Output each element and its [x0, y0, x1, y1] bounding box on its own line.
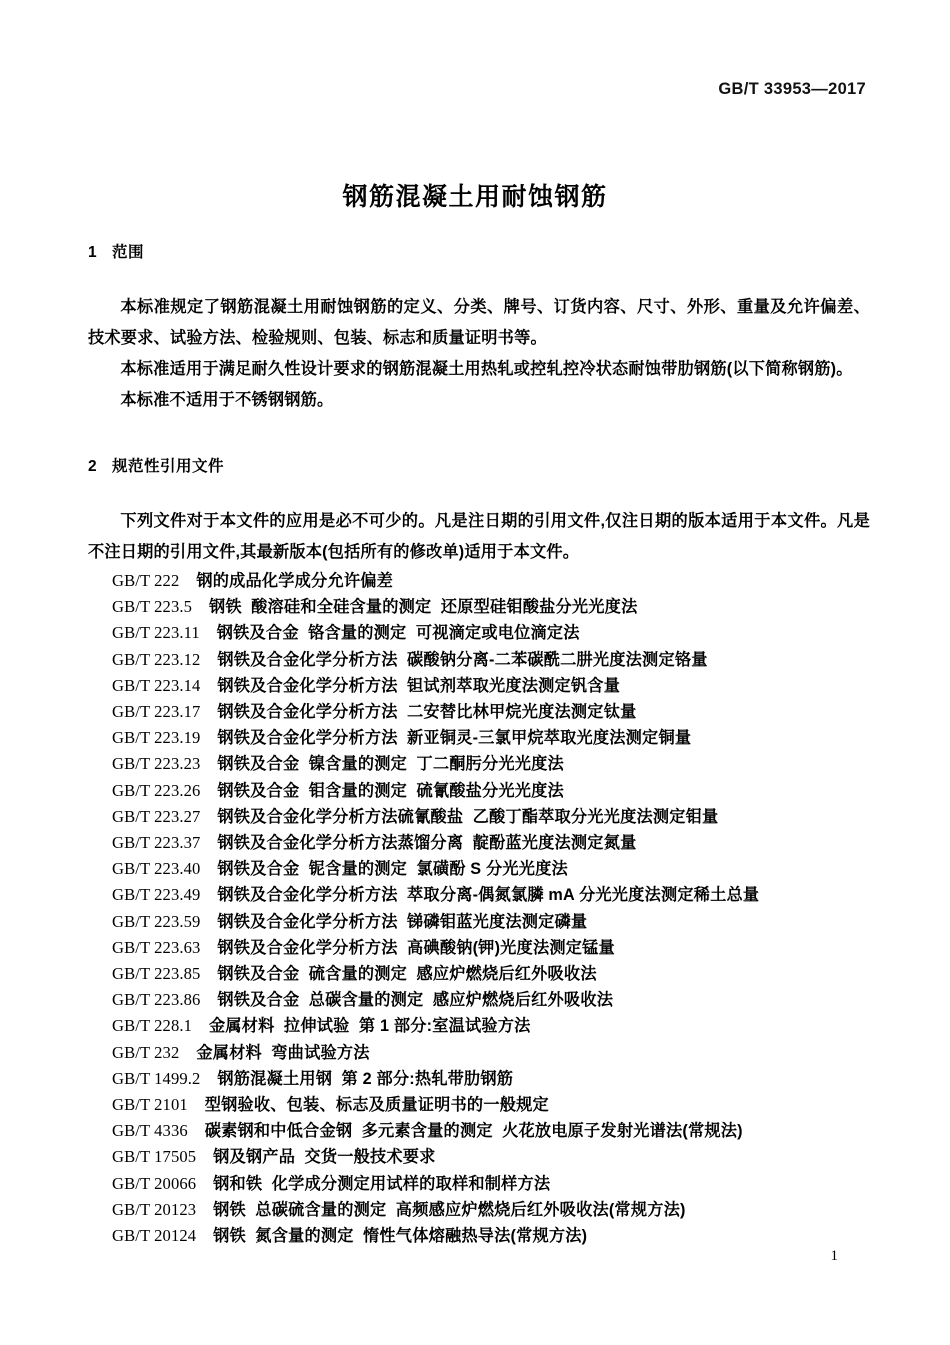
- reference-list-item: [112, 935, 870, 961]
- reference-list-item: [112, 1066, 870, 1092]
- reference-standard-code: GB/T 232: [112, 1042, 180, 1062]
- reference-standard-title: 型钢验收、包装、标志及质量证明书的一般规定: [204, 1096, 549, 1115]
- clause-title-2: 规范性引用文件: [112, 458, 225, 475]
- reference-standard-title: 金属材料 拉伸试验 第 1 部分:室温试验方法: [208, 1017, 531, 1036]
- spacer: [88, 476, 870, 506]
- spacer: [88, 262, 870, 292]
- reference-list-item: [112, 568, 870, 594]
- reference-list-item: [112, 1171, 870, 1197]
- reference-standard-title: 钢铁 酸溶硅和全硅含量的测定 还原型硅钼酸盐分光光度法: [208, 598, 638, 617]
- reference-list-item: [112, 1092, 870, 1118]
- reference-standard-code: GB/T 223.17: [112, 702, 201, 722]
- reference-standard-title: 钢及钢产品 交货一般技术要求: [213, 1148, 436, 1167]
- reference-standard-code: GB/T 1499.2: [112, 1068, 201, 1088]
- document-body: [88, 240, 870, 1249]
- reference-list-item: [112, 699, 870, 725]
- clause-1-paragraph-3: 本标准不适用于不锈钢钢筋。: [120, 391, 334, 409]
- reference-list-item: [112, 751, 870, 777]
- reference-standard-title: 钢铁及合金 硫含量的测定 感应炉燃烧后红外吸收法: [217, 965, 597, 984]
- clause-1-paragraph-2: 本标准适用于满足耐久性设计要求的钢筋混凝土用热轧或控轧控冷状态耐蚀带肋钢筋(以下简称钢筋)。: [120, 360, 853, 378]
- clause-title-1: 范围: [112, 244, 145, 261]
- reference-standard-title: 钢筋混凝土用钢 第 2 部分:热轧带肋钢筋: [217, 1069, 514, 1088]
- reference-standard-title: 钢铁及合金 铬含量的测定 可视滴定或电位滴定法: [216, 624, 580, 643]
- reference-standard-title: 钢铁 总碳硫含量的测定 高频感应炉燃烧后红外吸收法(常规方法): [213, 1200, 686, 1219]
- reference-list-item: [112, 987, 870, 1013]
- reference-standard-title: 钢铁及合金 钼含量的测定 硫氰酸盐分光光度法: [217, 781, 564, 800]
- reference-standard-code: GB/T 223.86: [112, 990, 201, 1010]
- reference-standard-code: GB/T 2101: [112, 1095, 188, 1115]
- reference-list-item: [112, 620, 870, 646]
- reference-list-item: [112, 1223, 870, 1249]
- reference-standard-title: 钢铁及合金化学分析方法 高碘酸钠(钾)光度法测定锰量: [217, 938, 615, 957]
- reference-standard-code: GB/T 223.59: [112, 911, 201, 931]
- reference-standard-code: GB/T 223.12: [112, 649, 201, 669]
- reference-standard-code: GB/T 228.1: [112, 1016, 192, 1036]
- reference-standard-title: 钢铁及合金化学分析方法 碳酸钠分离-二苯碳酰二肼光度法测定铬量: [217, 650, 708, 669]
- reference-standard-code: GB/T 4336: [112, 1121, 188, 1141]
- reference-list-item: [112, 1197, 870, 1223]
- reference-standard-title: 钢铁及合金化学分析方法 新亚铜灵-三氯甲烷萃取光度法测定铜量: [217, 729, 692, 748]
- reference-standard-code: GB/T 223.49: [112, 885, 201, 905]
- reference-standard-code: GB/T 20066: [112, 1173, 197, 1193]
- reference-standard-code: GB/T 20124: [112, 1226, 197, 1246]
- clause-number-1: 1: [88, 244, 98, 261]
- reference-standard-code: GB/T 223.5: [112, 597, 192, 617]
- reference-standard-title: 钢铁及合金化学分析方法 二安替比林甲烷光度法测定钛量: [217, 703, 637, 722]
- reference-standard-code: GB/T 20123: [112, 1199, 197, 1219]
- reference-standard-code: GB/T 17505: [112, 1147, 197, 1167]
- reference-standard-code: GB/T 223.40: [112, 859, 201, 879]
- reference-standard-title: 钢铁及合金 镍含量的测定 丁二酮肟分光光度法: [217, 755, 564, 774]
- reference-standard-code: GB/T 223.63: [112, 937, 201, 957]
- reference-standard-code: GB/T 223.19: [112, 728, 201, 748]
- reference-list-item: [112, 1118, 870, 1144]
- reference-standard-title: 钢铁及合金化学分析方法蒸馏分离 靛酚蓝光度法测定氮量: [217, 834, 637, 853]
- reference-list-item: [112, 647, 870, 673]
- reference-list-item: [112, 673, 870, 699]
- reference-standard-code: GB/T 223.26: [112, 780, 201, 800]
- footer-page-number: 1: [830, 1248, 838, 1264]
- reference-list-item: [112, 1144, 870, 1170]
- reference-standard-title: 钢铁 氮含量的测定 惰性气体熔融热导法(常规方法): [213, 1227, 588, 1246]
- page-title: 钢筋混凝土用耐蚀钢筋: [342, 182, 608, 211]
- reference-standard-code: GB/T 223.85: [112, 964, 201, 984]
- reference-list-item: [112, 1040, 870, 1066]
- reference-list-item: [112, 961, 870, 987]
- reference-standard-code: GB/T 223.23: [112, 754, 201, 774]
- reference-standard-code: GB/T 222: [112, 571, 180, 590]
- clause-1-paragraph-1: 本标准规定了钢筋混凝土用耐蚀钢筋的定义、分类、牌号、订货内容、尺寸、外形、重量及允许偏差、技术要求、试验方法、检验规则、包装、标志和质量证明书等。: [88, 298, 870, 347]
- reference-standard-title: 钢的成品化学成分允许偏差: [196, 572, 393, 590]
- reference-list-item: [112, 725, 870, 751]
- reference-list-item: [112, 594, 870, 620]
- reference-standard-title: 钢铁及合金 总碳含量的测定 感应炉燃烧后红外吸收法: [217, 991, 614, 1010]
- reference-standard-code: GB/T 223.11: [112, 623, 200, 643]
- reference-standard-title: 钢铁及合金化学分析方法 萃取分离-偶氮氯膦 mA 分光光度法测定稀土总量: [217, 886, 760, 905]
- normative-reference-list: [88, 568, 870, 1249]
- clause-heading-1: [88, 240, 870, 262]
- clause-number-2: 2: [88, 458, 98, 475]
- reference-list-item: [112, 830, 870, 856]
- reference-standard-code: GB/T 223.27: [112, 806, 201, 826]
- clause-heading-2: [88, 454, 870, 476]
- running-header-standard-number: GB/T 33953—2017: [718, 80, 866, 98]
- reference-list-item: [112, 1013, 870, 1039]
- reference-standard-title: 钢铁及合金化学分析方法 钽试剂萃取光度法测定钒含量: [217, 676, 621, 695]
- reference-standard-code: GB/T 223.14: [112, 675, 201, 695]
- reference-list-item: [112, 778, 870, 804]
- reference-standard-code: GB/T 223.37: [112, 833, 201, 853]
- reference-standard-title: 钢铁及合金化学分析方法硫氰酸盐 乙酸丁酯萃取分光光度法测定钼量: [217, 807, 719, 826]
- reference-standard-title: 钢和铁 化学成分测定用试样的取样和制样方法: [213, 1174, 551, 1193]
- reference-list-item: [112, 856, 870, 882]
- reference-standard-title: 钢铁及合金化学分析方法 锑磷钼蓝光度法测定磷量: [217, 912, 588, 931]
- reference-list-item: [112, 909, 870, 935]
- spacer: [88, 416, 870, 454]
- reference-list-item: [112, 804, 870, 830]
- reference-standard-title: 金属材料 弯曲试验方法: [196, 1043, 370, 1062]
- reference-list-item: [112, 882, 870, 908]
- reference-standard-title: 钢铁及合金 铌含量的测定 氯磺酚 S 分光光度法: [217, 860, 568, 879]
- reference-standard-title: 碳素钢和中低合金钢 多元素含量的测定 火花放电原子发射光谱法(常规法): [204, 1122, 743, 1141]
- clause-2-paragraph-1: 下列文件对于本文件的应用是必不可少的。凡是注日期的引用文件,仅注日期的版本适用于本文件。凡是不注日期的引用文件,其最新版本(包括所有的修改单)适用于本文件。: [88, 512, 870, 561]
